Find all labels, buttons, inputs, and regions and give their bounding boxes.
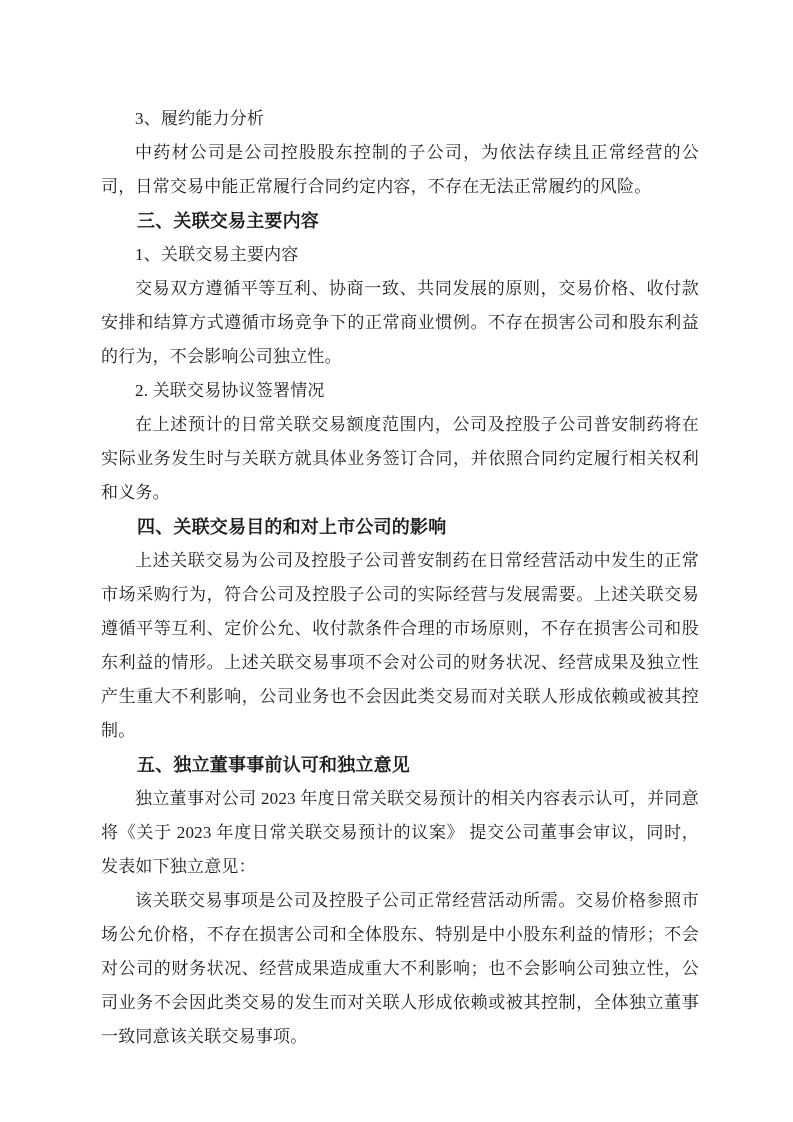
document-body (101, 102, 699, 1054)
paragraph: 中药材公司是公司控股股东控制的子公司，为依法存续且正常经营的公司，日常交易中能正常履行合同约定内容，不存在无法正常履约的风险。 (101, 143, 699, 196)
paragraph: 独立董事对公司 2023 年度日常关联交易预计的相关内容表示认可，并同意将《关于 2023 年度日常关联交易预计的议案》 提交公司董事会审议，同时，发表如下独立意见： (101, 789, 699, 876)
paragraph: 交易双方遵循平等互利、协商一致、共同发展的原则，交易价格、收付款安排和结算方式遵循市场竞争下的正常商业惯例。不存在损害公司和股东利益的行为，不会影响公司独立性。 (101, 279, 699, 366)
section-heading: 四、关联交易目的和对上市公司的影响 (137, 517, 447, 537)
paragraph: 上述关联交易为公司及控股子公司普安制药在日常经营活动中发生的正常市场采购行为，符合公司及控股子公司的实际经营与发展需要。上述关联交易遵循平等互利、定价公允、收付款条件合理的市场原则，不存在损害公司和股东利益的情形。上述关联交易事项不会对公司的财务状况、经营成果及独立性产生重大不利影响，公司业务也不会因此类交易而对关联人形成依赖或被其控制。 (101, 551, 699, 740)
paragraph: 1、关联交易主要内容 (135, 245, 299, 264)
paragraph: 2. 关联交易协议签署情况 (135, 381, 325, 400)
section-heading: 三、关联交易主要内容 (137, 211, 319, 231)
section-heading: 五、独立董事事前认可和独立意见 (137, 755, 410, 775)
paragraph: 该关联交易事项是公司及控股子公司正常经营活动所需。交易价格参照市场公允价格，不存在损害公司和全体股东、特别是中小股东利益的情形；不会对公司的财务状况、经营成果造成重大不利影响；也不会影响公司独立性，公司业务不会因此类交易的发生而对关联人形成依赖或被其控制，全体独立董事一致同意该关联交易事项。 (101, 891, 699, 1046)
paragraph: 在上述预计的日常关联交易额度范围内，公司及控股子公司普安制药将在实际业务发生时与关联方就具体业务签订合同，并依照合同约定履行相关权利和义务。 (101, 415, 699, 502)
paragraph: 3、履约能力分析 (135, 109, 265, 128)
